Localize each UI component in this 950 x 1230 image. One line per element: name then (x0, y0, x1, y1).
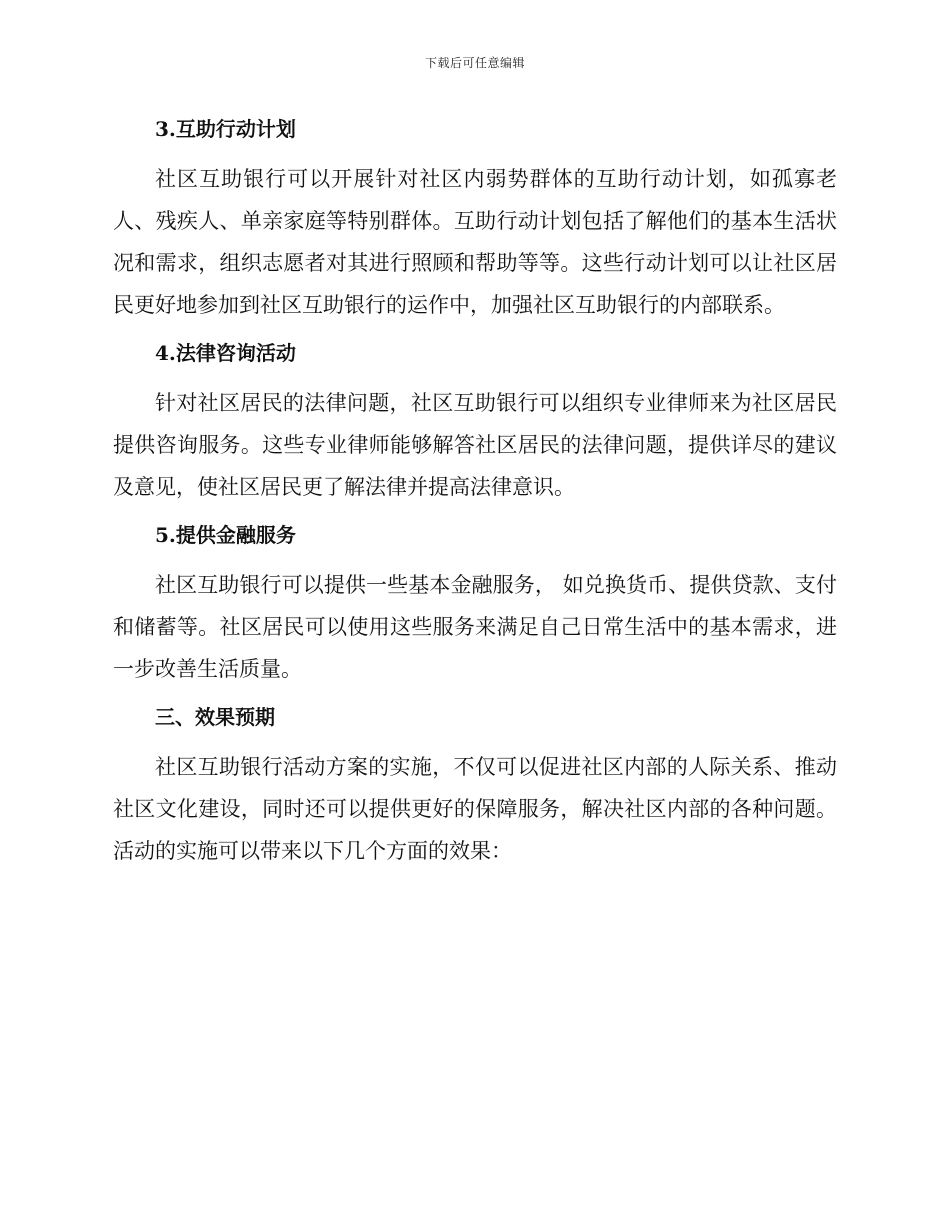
section-paragraph-financial-services: 社区互助银行可以提供一些基本金融服务， 如兑换货币、提供贷款、支付和储蓄等。社区居民可以使用这些服务来满足自己日常生活中的基本需求，进一步改善生活质量。 (113, 573, 837, 681)
section-paragraph-mutual-aid-plan: 社区互助银行可以开展针对社区内弱势群体的互助行动计划，如孤寡老人、残疾人、单亲家庭等特别群体。互助行动计划包括了解他们的基本生活状况和需求，组织志愿者对其进行照顾和帮助等等。这些行动计划可以让社区居民更好地参加到社区互助银行的运作中，加强社区互助银行的内部联系。 (113, 167, 837, 317)
section-paragraph-legal-consulting: 针对社区居民的法律问题，社区互助银行可以组织专业律师来为社区居民提供咨询服务。这些专业律师能够解答社区居民的法律问题，提供详尽的建议及意见，使社区居民更了解法律并提高法律意识。 (113, 391, 837, 499)
section-heading-expected-effects: 三、效果预期 (155, 705, 275, 729)
page-header: 下载后可任意编辑 (424, 56, 525, 70)
section-paragraph-expected-effects: 社区互助银行活动方案的实施，不仅可以促进社区内部的人际关系、推动社区文化建设，同时还可以提供更好的保障服务，解决社区内部的各种问题。活动的实施可以带来以下几个方面的效果： (113, 755, 837, 863)
document-body (113, 109, 837, 879)
section-heading-mutual-aid-plan: 3.互助行动计划 (155, 117, 296, 141)
section-heading-financial-services: 5.提供金融服务 (155, 523, 296, 547)
section-heading-legal-consulting: 4.法律咨询活动 (155, 341, 296, 365)
